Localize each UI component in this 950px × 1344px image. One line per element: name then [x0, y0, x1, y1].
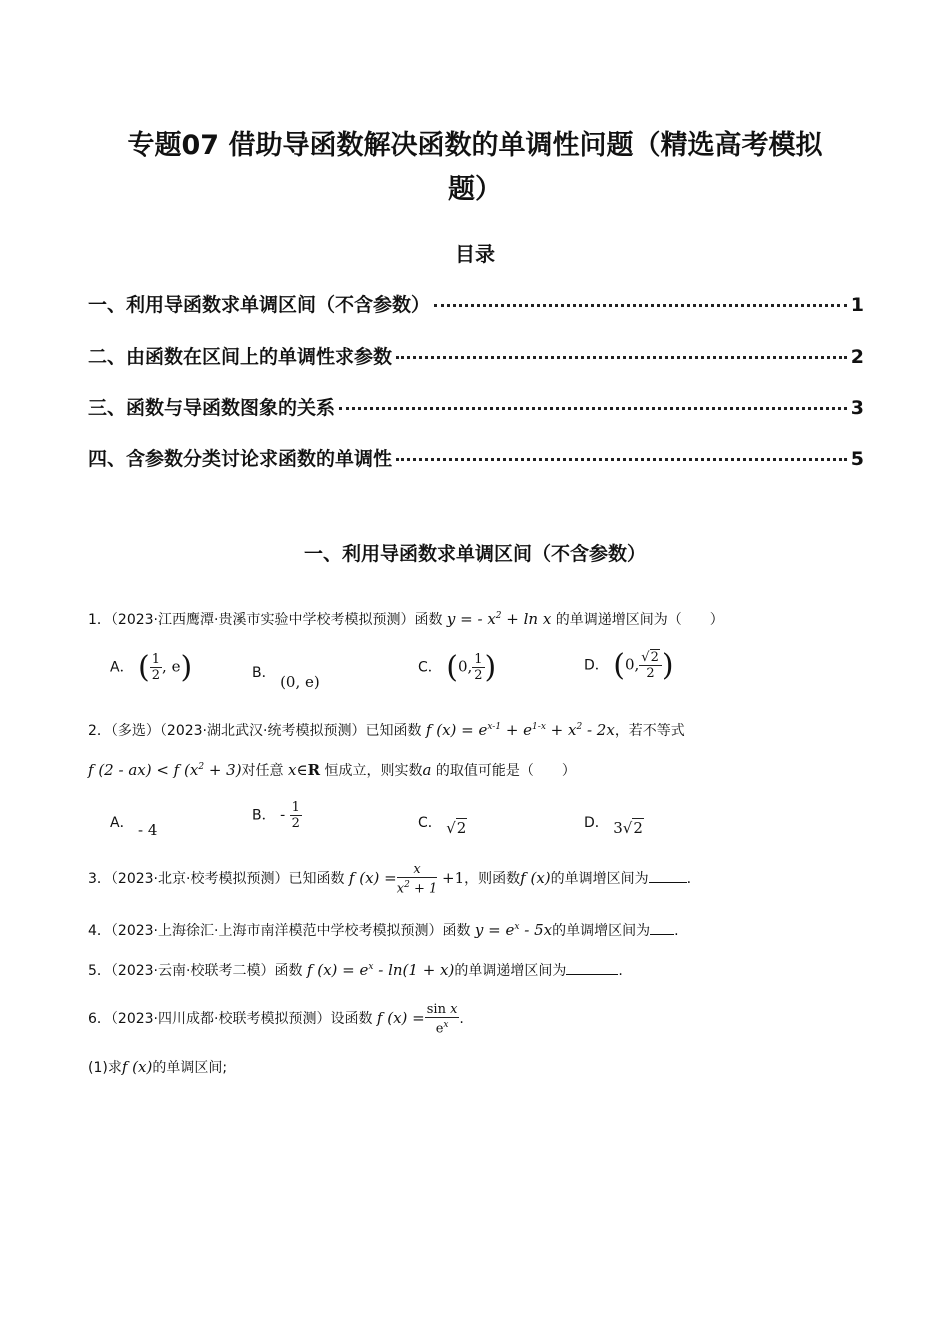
section-heading: 一、利用导函数求单调区间（不含参数）: [303, 543, 646, 565]
toc-item-page: 1: [850, 294, 864, 316]
question-text: .: [459, 1011, 464, 1028]
option-d[interactable]: D． 3√2: [584, 815, 643, 837]
question-number: 3．: [88, 871, 111, 888]
option-label: C．: [418, 659, 442, 676]
question-text: (1)求: [88, 1060, 122, 1076]
question-source: （2023·云南·校联考二模）函数: [110, 963, 303, 979]
math-formula: y = - $x^2 + \ln x$: [446, 610, 552, 628]
toc-item-label: 三、函数与导函数图象的关系: [88, 397, 336, 419]
question-text: 的单调增区间为: [550, 871, 649, 888]
toc-item[interactable]: [88, 444, 864, 471]
question-tail: 的单调递增区间为（ ）: [555, 612, 724, 628]
question-6-part-1: [88, 1056, 227, 1079]
page-title: [80, 124, 870, 212]
math-formula: f (x) =: [348, 869, 397, 888]
toc-item-page: 5: [850, 448, 864, 470]
paren: ): [180, 650, 193, 685]
answer-blank[interactable]: [566, 960, 618, 975]
option-label: A．: [110, 815, 134, 831]
toc-item-label: 一、利用导函数求单调区间（不含参数）: [88, 294, 431, 316]
question-source: （2023·江西鹰潭·贵溪市实验中学校考模拟预测）函数: [110, 612, 443, 628]
question-number: 6．: [88, 1011, 111, 1028]
question-source: （多选）（2023·湖北武汉·统考模拟预测）已知函数: [110, 723, 422, 739]
question-text: ，若不等式: [614, 723, 685, 739]
question-5: [88, 956, 623, 982]
question-source: （2023·上海徐汇·上海市南洋模范中学校考模拟预测）函数: [110, 923, 471, 939]
question-number: 1．: [88, 612, 111, 628]
question-text: 的单调递增区间为: [454, 963, 567, 979]
math-formula: f $(x) = e^{x-1} + e^{1-x} + x^2 - 2x$: [425, 721, 615, 739]
option-label: B．: [252, 807, 276, 824]
question-text: 的取值可能是（ ）: [435, 763, 576, 779]
option-b[interactable]: B． - $\frac{1}{2}$: [252, 800, 300, 831]
toc-item[interactable]: [88, 342, 864, 369]
question-source: （2023·北京·校考模拟预测）已知函数: [110, 871, 345, 888]
option-label: B．: [252, 665, 276, 681]
math-formula: $y = e^x - 5x$: [474, 921, 553, 939]
paren: (: [446, 650, 458, 685]
paren: (: [613, 648, 625, 683]
toc-item-label: 二、由函数在区间上的单调性求参数: [88, 346, 393, 368]
toc-heading: 目录: [455, 242, 495, 266]
toc-leader: [339, 407, 847, 410]
option-b[interactable]: [252, 662, 320, 691]
paren: (: [138, 650, 150, 685]
math-fraction: $\frac{x}{x^2 + 1}$: [396, 862, 438, 897]
toc-item-page: 3: [850, 397, 864, 419]
math-fraction: $\frac{1}{2}$: [291, 800, 300, 831]
toc-item-label: 四、含参数分类讨论求函数的单调性: [88, 448, 393, 470]
option-c[interactable]: C． (0, $\frac{1}{2}$ ): [418, 650, 497, 685]
paren: ): [661, 648, 674, 683]
math-fraction: $\frac{√2}{2}$: [639, 650, 662, 681]
question-4: [88, 916, 679, 942]
question-2: [88, 716, 685, 742]
option-d[interactable]: D． (0, $\frac{√2}{2}$ ): [584, 648, 674, 683]
question-2-line-2: f (2 - ax) < f $(x^2 + 3)$对任意 x∈R 恒成立，则实数a 的取值可能是（ ）: [88, 761, 576, 779]
question-text: ，则函数: [464, 871, 521, 888]
math-fraction: $\frac{\text{sin x}}{e^x}$: [426, 1002, 458, 1037]
question-number: 5．: [88, 963, 111, 979]
option-label: A．: [110, 659, 134, 676]
question-3: 3．（2023·北京·校考模拟预测）已知函数 f (x) = $\frac{x}{x^2 + 1}$ +1，则函数f (x)的单调增区间为 .: [88, 862, 692, 897]
question-6: [88, 1002, 464, 1036]
question-text: 的单调增区间为: [552, 923, 651, 939]
toc-item[interactable]: [88, 290, 864, 317]
option-label: C．: [418, 815, 442, 831]
math-formula: a: [422, 761, 432, 779]
option-label: D．: [584, 815, 609, 831]
toc-item[interactable]: [88, 393, 864, 420]
option-value: - 4: [138, 821, 158, 839]
math-formula: f (2 - ax) < f $(x^2 + 3)$: [88, 761, 242, 779]
toc-item-page: 2: [850, 346, 864, 368]
question-number: 2．: [88, 723, 111, 739]
option-c[interactable]: C． √2: [418, 815, 467, 837]
question-text: .: [674, 923, 679, 939]
question-source: （2023·四川成都·校联考模拟预测）设函数: [110, 1011, 373, 1028]
toc-leader: [434, 304, 847, 307]
math-formula: x: [288, 761, 297, 779]
math-fraction: $\frac{1}{2}$: [151, 652, 161, 683]
math-formula: f (x) =: [376, 1009, 425, 1028]
title-line-1: 专题07 借助导函数解决函数的单调性问题（精选高考模拟: [127, 130, 823, 161]
option-a[interactable]: [110, 812, 158, 839]
math-fraction: $\frac{1}{2}$: [474, 652, 483, 683]
answer-blank[interactable]: [649, 868, 687, 883]
question-text: .: [618, 963, 623, 979]
title-line-2: 题）: [448, 174, 502, 205]
question-1: [88, 605, 724, 631]
toc-leader: [396, 458, 847, 461]
math-formula: f (x): [520, 869, 551, 888]
question-text: .: [686, 871, 692, 888]
answer-blank[interactable]: [650, 920, 674, 935]
option-value: (0, e): [280, 673, 320, 691]
option-a[interactable]: A． ( $\frac{1}{2}$ , e): [110, 650, 193, 685]
option-label: D．: [584, 657, 609, 674]
question-text: 对任意: [241, 763, 284, 779]
paren: ): [484, 650, 497, 685]
math-formula: f $(x) = e^x - \ln(1 + x)$: [306, 961, 455, 979]
question-text: 的单调区间;: [152, 1060, 228, 1076]
question-number: 4．: [88, 923, 111, 939]
toc-leader: [396, 356, 847, 359]
question-text: 恒成立，则实数: [324, 763, 423, 779]
math-formula: f (x): [121, 1058, 153, 1076]
